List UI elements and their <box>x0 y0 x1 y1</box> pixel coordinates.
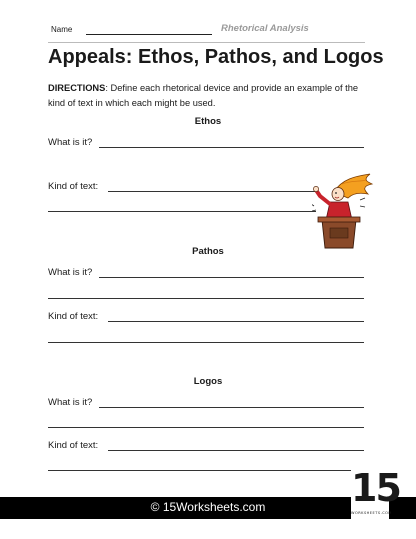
directions <box>48 81 373 111</box>
ethos-what-line[interactable] <box>99 147 364 148</box>
ethos-kind-line[interactable] <box>108 191 316 192</box>
logos-extra-line-2[interactable] <box>48 470 364 471</box>
footer-copyright[interactable]: © 15Worksheets.com <box>150 500 266 514</box>
page-title: Appeals: Ethos, Pathos, and Logos <box>48 46 384 68</box>
ethos-what-label: What is it? <box>48 137 93 148</box>
worksheet-tag: Rhetorical Analysis <box>221 23 309 34</box>
logos-what-line[interactable] <box>99 407 364 408</box>
pathos-extra-line-2[interactable] <box>48 342 364 343</box>
header-divider <box>48 42 365 43</box>
pathos-extra-line-1[interactable] <box>48 298 364 299</box>
pathos-kind-label: Kind of text: <box>48 311 99 322</box>
name-label: Name <box>51 25 73 34</box>
logos-extra-line-1[interactable] <box>48 427 364 428</box>
pathos-kind-line[interactable] <box>108 321 364 322</box>
name-line[interactable] <box>86 34 212 35</box>
logo-number: 15 <box>351 466 400 510</box>
speaker-at-podium-icon <box>312 170 374 254</box>
section-heading-pathos: Pathos <box>192 246 224 257</box>
ethos-extra-line[interactable] <box>48 211 316 212</box>
directions-text: : Define each rhetorical device and provide an example of the kind of text in which each might be used. <box>48 83 359 108</box>
logos-kind-label: Kind of text: <box>48 440 99 451</box>
pathos-what-line[interactable] <box>99 277 364 278</box>
directions-lead: DIRECTIONS <box>48 83 106 93</box>
pathos-what-label: What is it? <box>48 267 93 278</box>
logos-kind-line[interactable] <box>108 450 364 451</box>
site-logo <box>351 465 400 529</box>
logo-subtext: WORKSHEETS.COM <box>351 511 392 515</box>
section-heading-ethos: Ethos <box>194 116 222 127</box>
ethos-kind-label: Kind of text: <box>48 181 99 192</box>
logos-what-label: What is it? <box>48 397 93 408</box>
section-heading-logos: Logos <box>193 376 223 387</box>
